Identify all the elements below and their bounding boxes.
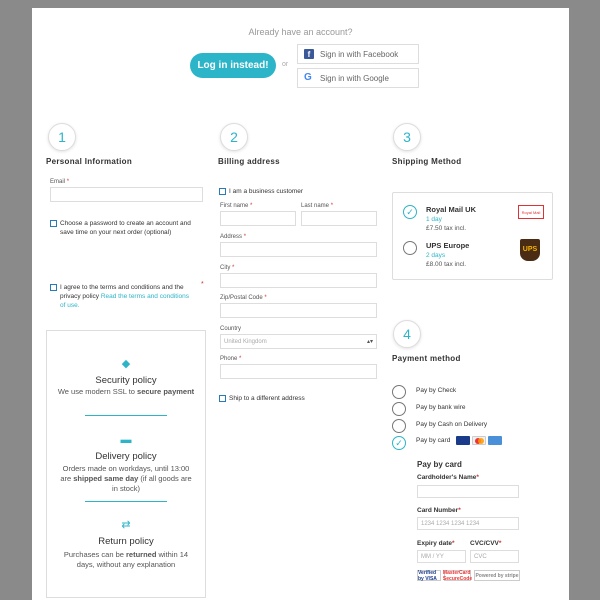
pay-card-label: Pay by card: [416, 437, 451, 444]
visa-card-icon: [456, 436, 470, 445]
shipping-method-title: Shipping Method: [392, 157, 462, 166]
ups-logo: UPS: [520, 239, 540, 261]
last-name-field[interactable]: [301, 211, 377, 226]
phone-field[interactable]: [220, 364, 377, 379]
policy-divider: [85, 415, 167, 416]
terms-required-marker: *: [201, 281, 204, 288]
return-policy-text: Purchases can be returned within 14 days, without any explanation: [63, 550, 189, 569]
cardholder-label: Cardholder's Name*: [417, 474, 479, 481]
card-number-label: Card Number*: [417, 507, 461, 514]
ship-different-checkbox[interactable]: [219, 395, 226, 402]
terms-checkbox[interactable]: [50, 284, 57, 291]
policy-box: [46, 330, 206, 598]
return-icon: ⇄: [121, 519, 131, 531]
mastercard-icon: [472, 436, 486, 445]
first-name-field[interactable]: [220, 211, 296, 226]
facebook-label: Sign in with Facebook: [320, 49, 399, 59]
card-number-field[interactable]: 1234 1234 1234 1234: [417, 517, 519, 530]
terms-link[interactable]: Read the terms and conditions of use.: [60, 293, 189, 309]
pay-cod-radio[interactable]: [392, 419, 406, 433]
ship-different-label: Ship to a different address: [229, 395, 305, 402]
last-name-label: Last name *: [301, 203, 334, 209]
pay-check-label: Pay by Check: [416, 387, 457, 394]
pay-bank-label: Pay by bank wire: [416, 404, 466, 411]
delivery-policy-title: Delivery policy: [95, 451, 157, 462]
payment-method-title: Payment method: [392, 354, 461, 363]
amex-card-icon: [488, 436, 502, 445]
personal-info-title: Personal Information: [46, 157, 133, 166]
ups-europe-name: UPS Europe: [426, 241, 470, 250]
pay-cod-label: Pay by Cash on Delivery: [416, 421, 488, 428]
delivery-policy-text: Orders made on workdays, until 13:00 are shipped same day (if all goods are in stock): [60, 464, 192, 493]
address-field[interactable]: [220, 242, 377, 257]
ups-europe-price: £8.00 tax incl.: [426, 261, 467, 268]
or-separator: or: [282, 61, 289, 68]
truck-icon: ▬: [120, 434, 132, 446]
account-question: Already have an account?: [248, 27, 353, 37]
google-label: Sign in with Google: [320, 73, 389, 83]
facebook-signin-button[interactable]: [297, 44, 419, 64]
cvc-label: CVC/CVV*: [470, 540, 502, 547]
business-customer-checkbox[interactable]: [219, 188, 226, 195]
shield-icon: ◆: [121, 358, 131, 370]
zip-label: Zip/Postal Code *: [220, 295, 267, 301]
royal-mail-price: £7.50 tax incl.: [426, 225, 467, 232]
ups-europe-days: 2 days: [426, 252, 446, 259]
email-field[interactable]: [50, 187, 203, 202]
billing-address-title: Billing address: [218, 157, 280, 166]
checkout-page: [32, 8, 569, 600]
city-label: City *: [220, 265, 235, 271]
security-policy-text: We use modern SSL to secure payment: [57, 387, 195, 396]
business-customer-label: I am a business customer: [229, 188, 304, 195]
create-account-checkbox[interactable]: [50, 220, 57, 227]
shipping-options-box: [392, 192, 553, 280]
pay-by-card-title: Pay by card: [417, 460, 462, 469]
select-arrows-icon: ▴▾: [366, 339, 373, 345]
terms-label: I agree to the terms and conditions and the privacy policy Read the terms and conditions of use.: [60, 284, 189, 309]
royal-mail-radio[interactable]: ✓: [403, 205, 417, 219]
city-field[interactable]: [220, 273, 377, 288]
pay-card-radio[interactable]: ✓: [392, 436, 406, 450]
policy-divider: [85, 501, 167, 502]
email-label: Email *: [50, 179, 70, 185]
step-number-3: 3: [393, 123, 421, 151]
cardholder-field[interactable]: [417, 485, 519, 498]
phone-label: Phone *: [220, 356, 242, 362]
step-number-1: 1: [48, 123, 76, 151]
google-signin-button[interactable]: [297, 68, 419, 88]
facebook-icon: f: [304, 49, 314, 59]
verified-by-visa-badge: Verified by VISA: [417, 570, 441, 581]
royal-mail-days: 1 day: [426, 216, 442, 223]
pay-bank-radio[interactable]: [392, 402, 406, 416]
country-select[interactable]: [220, 334, 377, 349]
ups-europe-radio[interactable]: [403, 241, 417, 255]
login-instead-button[interactable]: Log in instead!: [190, 53, 276, 78]
return-policy-title: Return policy: [98, 536, 154, 547]
first-name-label: First name *: [220, 203, 253, 209]
country-value: United Kingdom: [224, 338, 267, 345]
security-policy-title: Security policy: [95, 375, 157, 386]
country-label: Country: [220, 326, 242, 332]
pay-check-radio[interactable]: [392, 385, 406, 399]
create-account-label: Choose a password to create an account and save time on your next order (optional): [60, 220, 191, 236]
expiry-label: Expiry date*: [417, 540, 455, 547]
step-number-2: 2: [220, 123, 248, 151]
powered-by-stripe-badge: Powered by stripe: [474, 570, 520, 581]
zip-field[interactable]: [220, 303, 377, 318]
royal-mail-logo: Royal Mail: [518, 205, 544, 219]
step-number-4: 4: [393, 320, 421, 348]
address-label: Address *: [220, 234, 247, 240]
expiry-field[interactable]: MM / YY: [417, 550, 466, 563]
cvc-field[interactable]: CVC: [470, 550, 519, 563]
google-icon: G: [304, 72, 312, 83]
royal-mail-name: Royal Mail UK: [426, 205, 477, 214]
mastercard-securecode-badge: MasterCard SecureCode: [442, 569, 473, 582]
